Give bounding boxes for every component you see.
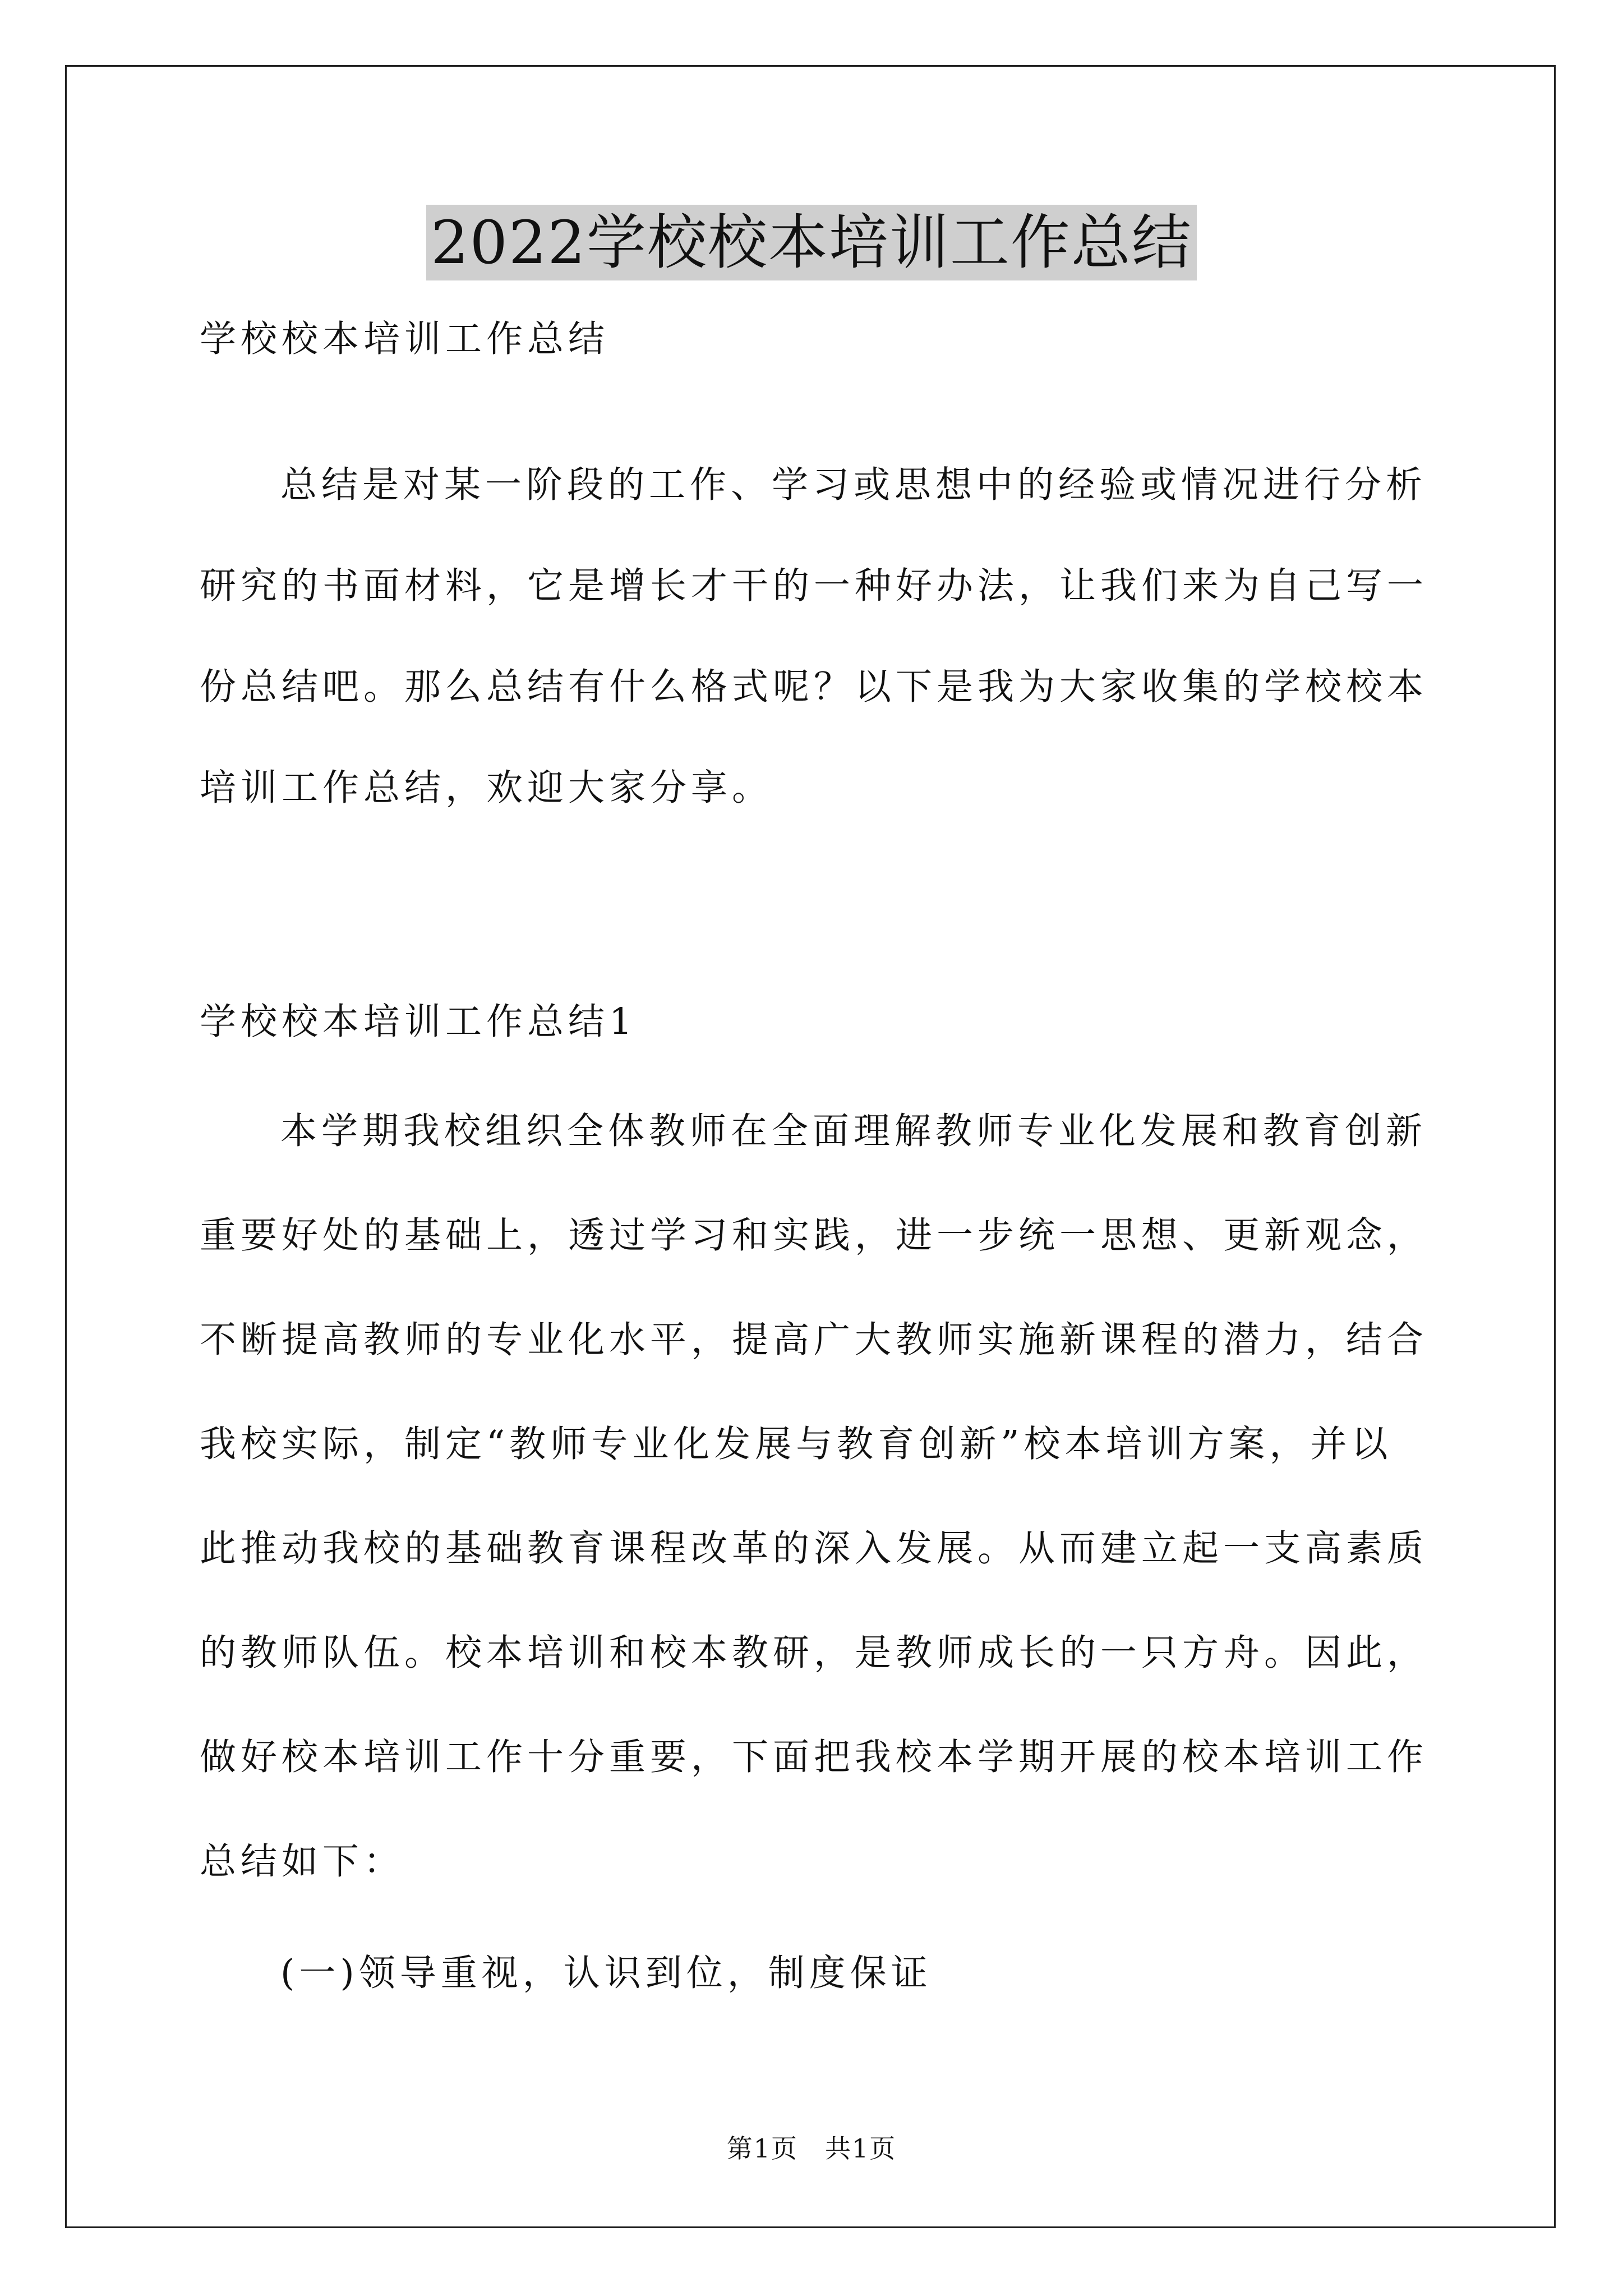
body-line-2: 重要好处的基础上，透过学习和实践，进一步统一思想、更新观念， [200,1214,1428,1257]
body-line-1: 本学期我校组织全体教师在全面理解教师专业化发展和教育创新 [280,1110,1427,1152]
page-footer: 第1页 共1页 [726,2133,897,2164]
body-line-5: 此推动我校的基础教育课程改革的深入发展。从而建立起一支高素质 [200,1527,1428,1570]
intro-line-3: 份总结吧。那么总结有什么格式呢？以下是我为大家收集的学校校本 [200,666,1428,708]
body-line-7: 做好校本培训工作十分重要，下面把我校本学期开展的校本培训工作 [200,1736,1428,1778]
document-subtitle: 学校校本培训工作总结 [200,318,610,360]
intro-line-4: 培训工作总结，欢迎大家分享。 [200,767,773,809]
intro-line-2: 研究的书面材料，它是增长才干的一种好办法，让我们来为自己写一 [200,565,1428,607]
body-line-6: 的教师队伍。校本培训和校本教研，是教师成长的一只方舟。因此， [200,1632,1428,1674]
section-heading: 学校校本培训工作总结1 [200,1001,637,1043]
body-line-8: 总结如下： [200,1841,405,1883]
body-line-4: 我校实际，制定“教师专业化发展与教育创新”校本培训方案，并以 [200,1423,1393,1465]
intro-line-1: 总结是对某一阶段的工作、学习或思想中的经验或情况进行分析 [280,464,1427,506]
body-line-3: 不断提高教师的专业化水平，提高广大教师实施新课程的潜力，结合 [200,1319,1428,1361]
document-title: 2022学校校本培训工作总结 [426,205,1197,280]
title-container [0,205,1623,280]
subsection-heading: (一)领导重视，认识到位，制度保证 [280,1952,932,1994]
